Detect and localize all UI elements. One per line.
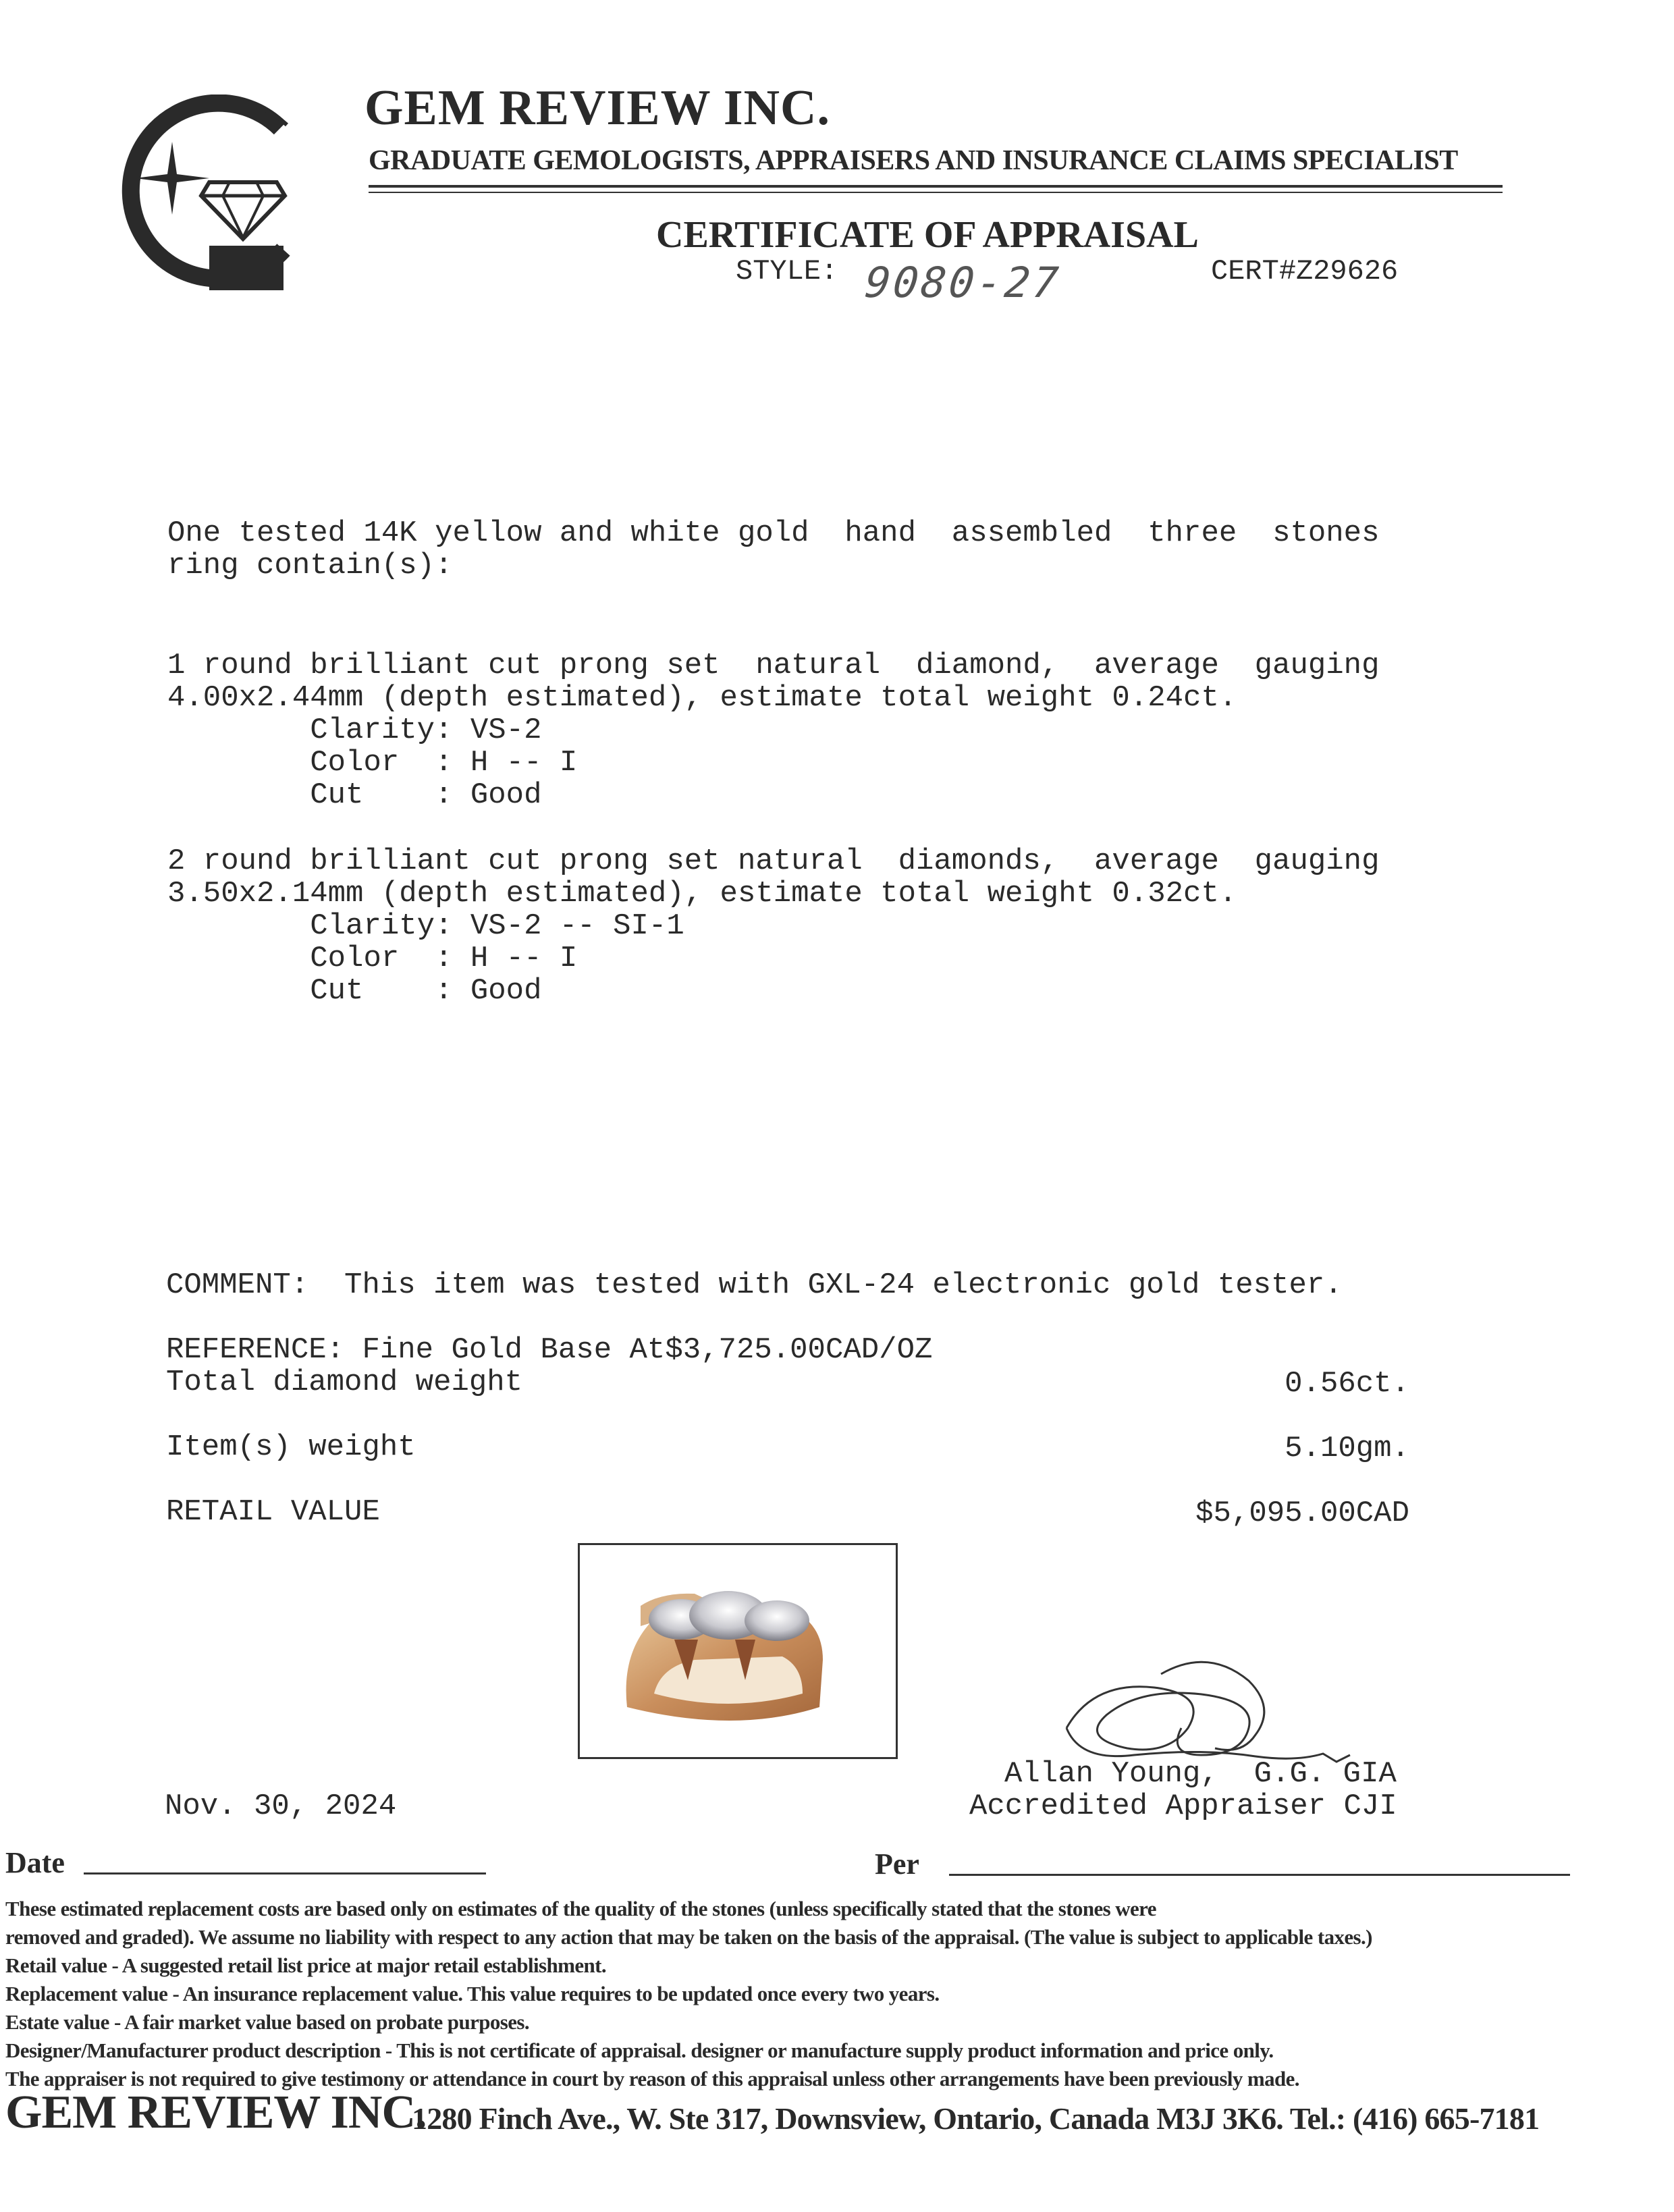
description-line: One tested 14K yellow and white gold hand assembled three stones — [167, 516, 1380, 550]
description-line: ring contain(s): — [167, 549, 453, 583]
stone-2-line-2: 3.50x2.14mm (depth estimated), estimate total weight 0.32ct. — [167, 877, 1237, 911]
item-weight-value: 5.10gm. — [1285, 1432, 1409, 1465]
header-divider-thin — [369, 192, 1503, 193]
total-diamond-weight-value: 0.56ct. — [1285, 1367, 1409, 1401]
stone-2-line-1: 2 round brilliant cut prong set natural diamonds, average gauging — [167, 844, 1380, 878]
cert-number: CERT#Z29626 — [1211, 255, 1399, 288]
stone-1-line-2: 4.00x2.44mm (depth estimated), estimate total weight 0.24ct. — [167, 681, 1237, 715]
stone-2-cut: Cut : Good — [167, 974, 542, 1008]
date-signature-line — [84, 1872, 486, 1874]
footer-address: 1280 Finch Ave., W. Ste 317, Downsview, Ontario, Canada M3J 3K6. Tel.: (416) 665-7181 — [412, 2101, 1540, 2136]
retail-value-label: RETAIL VALUE — [166, 1495, 380, 1529]
stone-2-color: Color : H -- I — [167, 942, 578, 975]
stone-1-line-1: 1 round brilliant cut prong set natural diamond, average gauging — [167, 649, 1380, 682]
disclaimer-line: Estate value - A fair market value based on probate purposes. — [5, 2010, 530, 2034]
header-divider — [369, 185, 1503, 188]
disclaimer-line: Retail value - A suggested retail list price at major retail establishment. — [5, 1953, 607, 1977]
stone-1-clarity: Clarity: VS-2 — [167, 713, 542, 747]
style-label: STYLE: — [736, 255, 838, 288]
disclaimer-line: removed and graded). We assume no liability with respect to any action that may be taken on the basis of the appraisal. (The value is subject to applicable taxes.) — [5, 1925, 1372, 1949]
stone-1-color: Color : H -- I — [167, 746, 578, 780]
per-label: Per — [875, 1847, 919, 1881]
appraisal-date: Nov. 30, 2024 — [165, 1789, 397, 1823]
stone-2-clarity: Clarity: VS-2 -- SI-1 — [167, 909, 684, 943]
style-value-handwritten: 9080-27 — [863, 258, 1064, 307]
company-name: GEM REVIEW INC. — [364, 80, 830, 136]
disclaimer-line: Replacement value - An insurance replacement value. This value requires to be updated once every two years. — [5, 1982, 940, 2005]
disclaimer-line: The appraiser is not required to give testimony or attendance in court by reason of this appraisal unless other arrangements have been previously made. — [5, 2067, 1299, 2090]
date-label: Date — [5, 1846, 65, 1879]
comment: COMMENT: This item was tested with GXL-24 electronic gold tester. — [166, 1268, 1343, 1302]
per-signature-line — [949, 1874, 1570, 1876]
footer-company-name: GEM REVIEW INC. — [5, 2086, 427, 2138]
certificate-title: CERTIFICATE OF APPRAISAL — [656, 214, 1199, 256]
total-diamond-weight-label: Total diamond weight — [166, 1366, 523, 1399]
appraiser-name: Allan Young, G.G. GIA — [1004, 1757, 1397, 1791]
company-tagline: GRADUATE GEMOLOGISTS, APPRAISERS AND INSURANCE CLAIMS SPECIALIST — [369, 145, 1458, 176]
gem-review-logo-icon — [108, 95, 310, 297]
item-weight-label: Item(s) weight — [166, 1430, 416, 1464]
ring-photo — [578, 1543, 898, 1759]
reference: REFERENCE: Fine Gold Base At$3,725.00CAD/OZ — [166, 1333, 933, 1367]
disclaimer-line: Designer/Manufacturer product description - This is not certificate of appraisal. designer or manufacture supply product information and price only. — [5, 2039, 1274, 2062]
disclaimer-line: These estimated replacement costs are based only on estimates of the quality of the stones (unless specifically stated that the stones were — [5, 1897, 1156, 1920]
appraiser-title: Accredited Appraiser CJI — [969, 1789, 1397, 1823]
retail-value: $5,095.00CAD — [1195, 1496, 1409, 1530]
stone-1-cut: Cut : Good — [167, 778, 542, 812]
